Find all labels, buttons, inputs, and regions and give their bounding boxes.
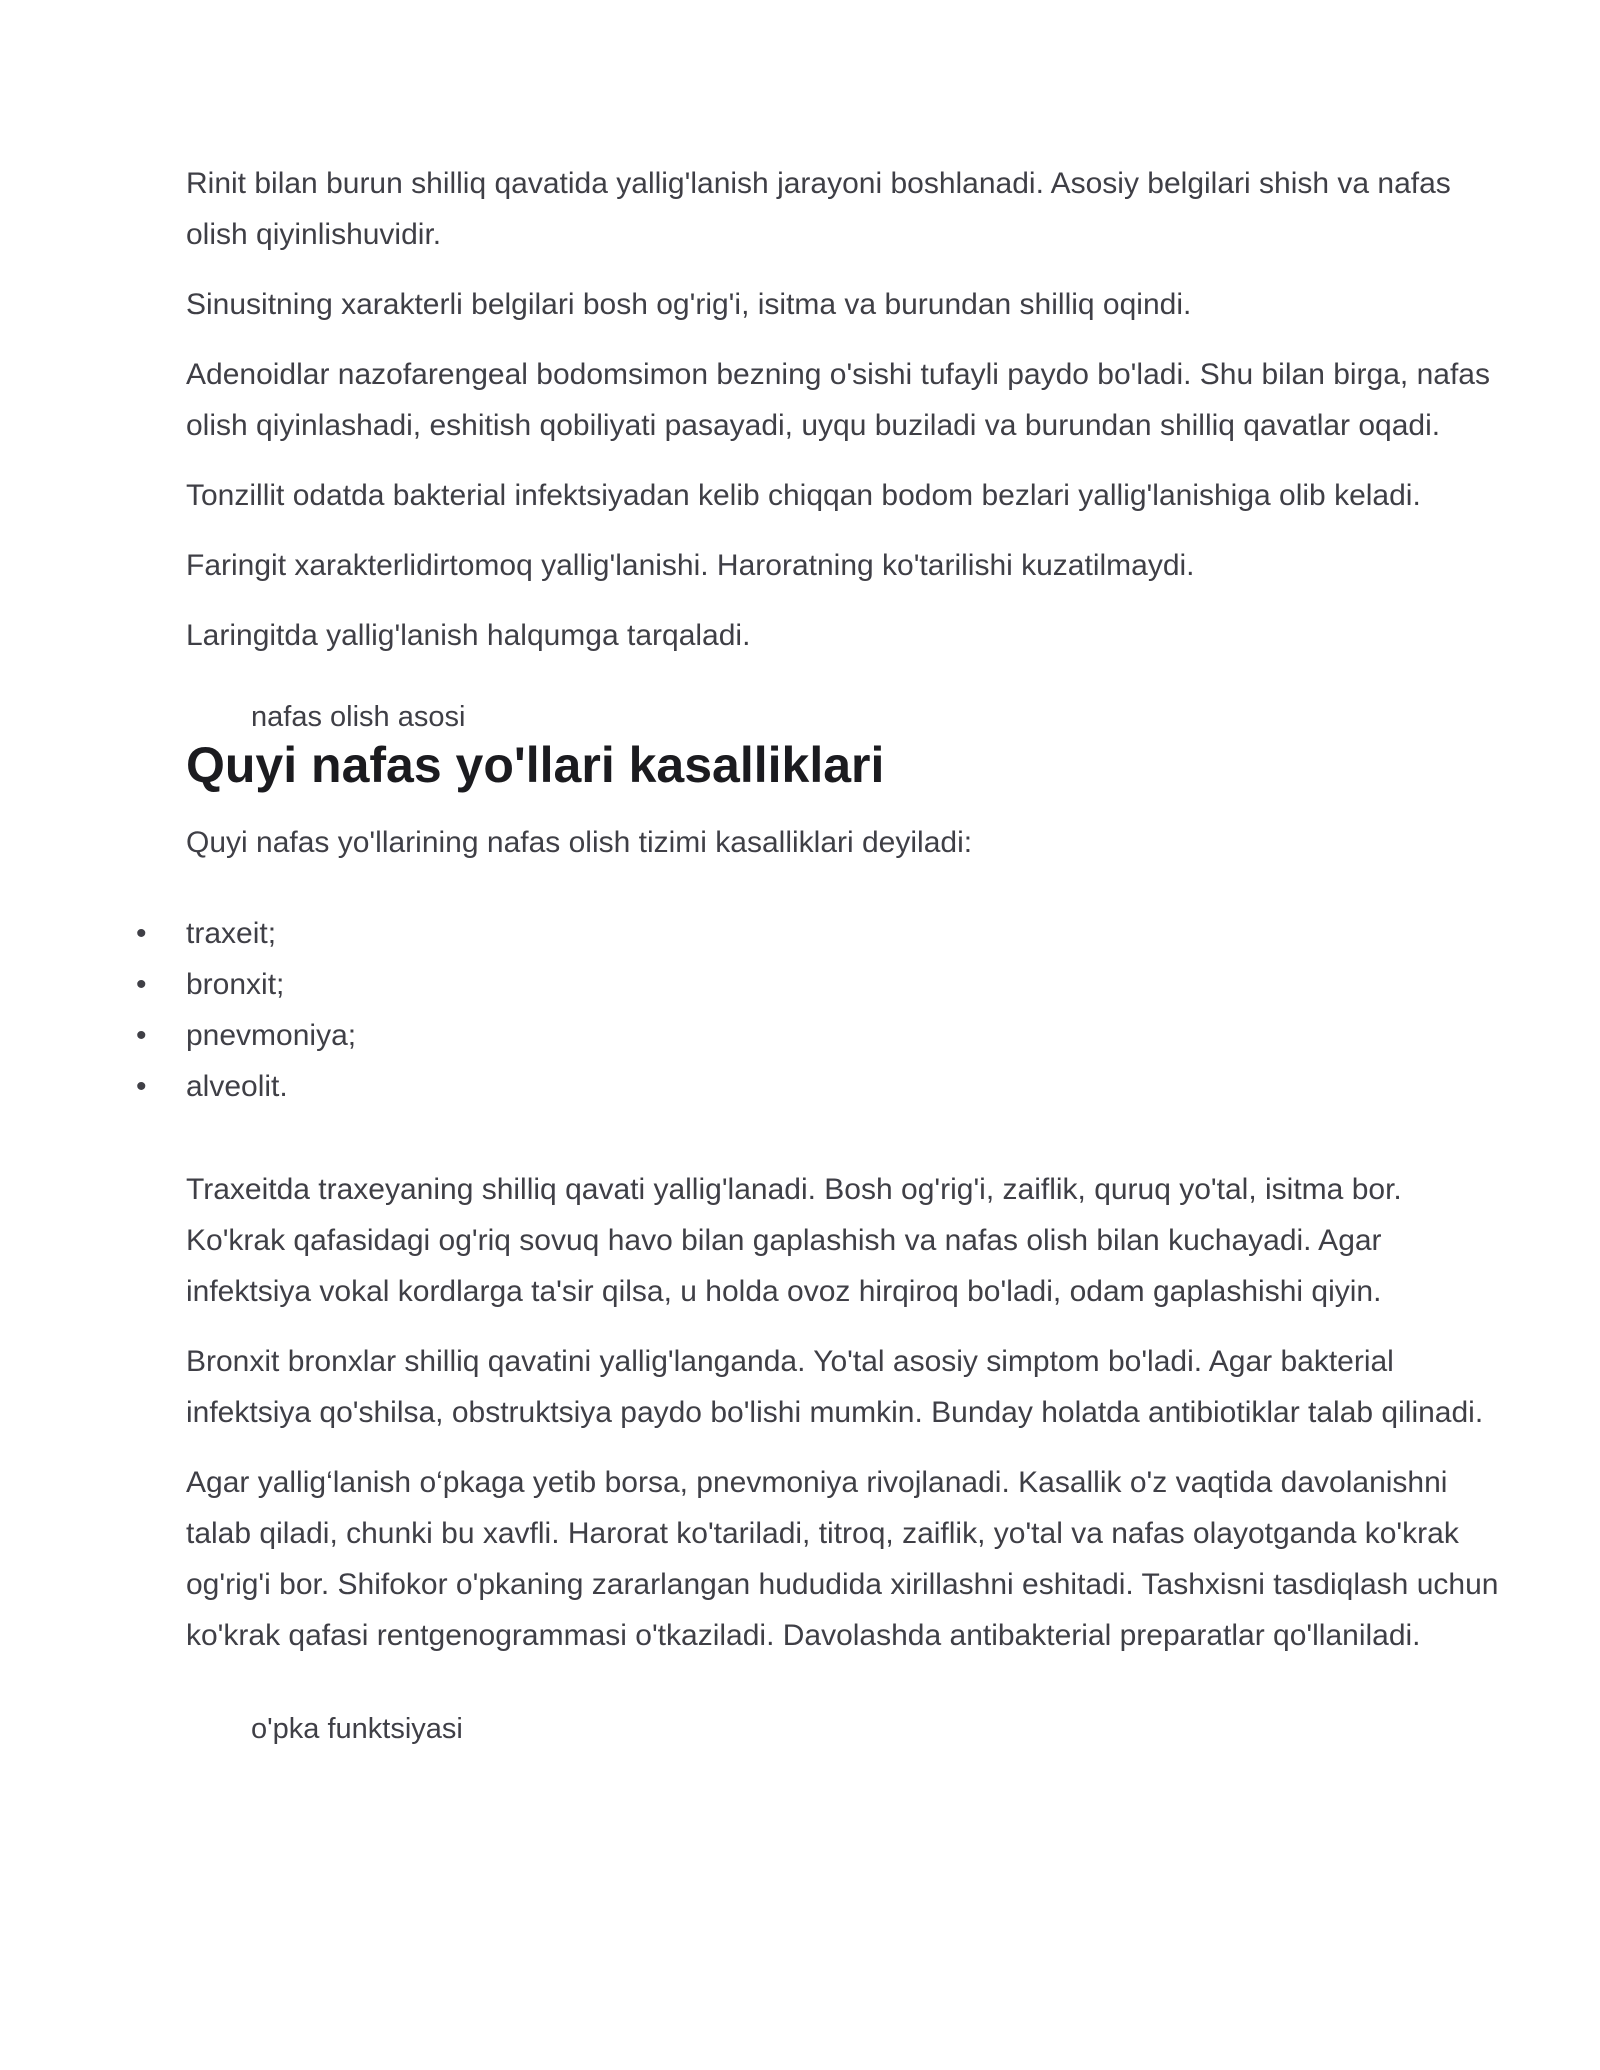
- paragraph-traxeit: Traxeitda traxeyaning shilliq qavati yallig'lanadi. Bosh og'rig'i, zaiflik, quruq yo'tal, isitma bor. Ko'krak qafasidagi og'riq sovuq havo bilan gaplashish va nafas olish bilan kuchayadi. Agar infektsiya vokal kordlarga ta'sir qilsa, u holda ovoz hirqiroq bo'ladi, odam gaplashishi qiyin.: [186, 1173, 1402, 1308]
- paragraph-tonzillit: Tonzillit odatda bakterial infektsiyadan kelib chiqqan bodom bezlari yallig'lanishiga olib keladi.: [186, 479, 1421, 512]
- paragraph-pnevmoniya: Agar yallig‘lanish o‘pkaga yetib borsa, pnevmoniya rivojlanadi. Kasallik o'z vaqtida davolanishni talab qiladi, chunki bu xavfli. Harorat ko'tariladi, titroq, zaiflik, yo'tal va nafas olayotganda ko'krak og'rig'i bor. Shifokor o'pkaning zararlangan hududida xirillashni eshitadi. Tashxisni tasdiqlash uchun ko'krak qafasi rentgenogrammasi o'tkaziladi. Davolashda antibakterial preparatlar qo'llaniladi.: [186, 1466, 1499, 1652]
- list-item: [136, 1061, 1506, 1112]
- image-caption-lung-function: o'pka funktsiyasi: [251, 1713, 463, 1745]
- paragraph-laringit: Laringitda yallig'lanish halqumga tarqaladi.: [186, 619, 751, 652]
- section-heading: Quyi nafas yo'llari kasalliklari: [186, 737, 885, 793]
- paragraph-adenoid: Adenoidlar nazofarengeal bodomsimon bezning o'sishi tufayli paydo bo'ladi. Shu bilan birga, nafas olish qiyinlashadi, eshitish qobiliyati pasayadi, uyqu buziladi va burundan shilliq qavatlar oqadi.: [186, 358, 1490, 442]
- bullet-icon: •: [136, 1070, 147, 1103]
- paragraph-rinit: Rinit bilan burun shilliq qavatida yallig'lanish jarayoni boshlanadi. Asosiy belgilari shish va nafas olish qiyinlishuvidir.: [186, 167, 1451, 251]
- paragraph-bronxit: Bronxit bronxlar shilliq qavatini yallig'langanda. Yo'tal asosiy simptom bo'ladi. Agar bakterial infektsiya qo'shilsa, obstruktsiya paydo bo'lishi mumkin. Bunday holatda antibiotiklar talab qilinadi.: [186, 1345, 1484, 1429]
- bullet-icon: •: [136, 968, 147, 1001]
- list-item: [136, 908, 1506, 959]
- paragraph-sinusit: Sinusitning xarakterli belgilari bosh og'rig'i, isitma va burundan shilliq oqindi.: [186, 288, 1192, 321]
- list-item: [136, 959, 1506, 1010]
- disease-list: [136, 908, 1506, 1112]
- document-content: [136, 158, 1506, 1747]
- image-caption-breathing-basis: nafas olish asosi: [251, 701, 466, 733]
- list-item-label: pnevmoniya;: [186, 1019, 357, 1052]
- bullet-icon: •: [136, 1019, 147, 1052]
- list-item-label: alveolit.: [186, 1070, 288, 1103]
- section-lead: Quyi nafas yo'llarining nafas olish tizimi kasalliklari deyiladi:: [186, 826, 973, 859]
- bullet-icon: •: [136, 917, 147, 950]
- list-item-label: bronxit;: [186, 968, 285, 1001]
- list-item-label: traxeit;: [186, 917, 277, 950]
- paragraph-faringit: Faringit xarakterlidirtomoq yallig'lanishi. Haroratning ko'tarilishi kuzatilmaydi.: [186, 549, 1195, 582]
- list-item: [136, 1010, 1506, 1061]
